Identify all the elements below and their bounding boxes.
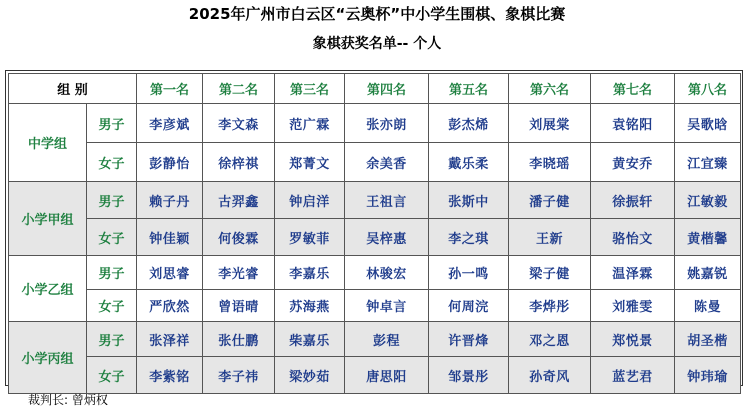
gender-label: 男子 xyxy=(87,104,137,143)
winner-name-cell: 钟佳颖 xyxy=(137,219,203,256)
header-row xyxy=(9,74,741,104)
winner-name-cell: 陈曼 xyxy=(675,290,741,322)
winner-name-cell: 张仕鹏 xyxy=(203,322,275,357)
table-row xyxy=(9,322,741,357)
winner-name-cell: 钟启洋 xyxy=(275,182,345,219)
winner-name-cell: 余美香 xyxy=(345,143,429,182)
winner-name-cell: 曾语晴 xyxy=(203,290,275,322)
winner-name-cell: 梁子健 xyxy=(509,256,591,290)
winner-name-cell: 李子祎 xyxy=(203,357,275,394)
winner-name-cell: 骆怡文 xyxy=(591,219,675,256)
winner-name-cell: 吴歌晗 xyxy=(675,104,741,143)
winner-name-cell: 潘子健 xyxy=(509,182,591,219)
gender-label: 女子 xyxy=(87,357,137,394)
winner-name-cell: 梁妙茹 xyxy=(275,357,345,394)
table-row xyxy=(9,143,741,182)
winner-name-cell: 赖子丹 xyxy=(137,182,203,219)
rank-header-5: 第五名 xyxy=(429,74,509,104)
winner-name-cell: 徐梓祺 xyxy=(203,143,275,182)
group-label: 中学组 xyxy=(9,104,87,182)
rank-header-1: 第一名 xyxy=(137,74,203,104)
winner-name-cell: 刘雅雯 xyxy=(591,290,675,322)
winner-name-cell: 郑菁文 xyxy=(275,143,345,182)
winner-name-cell: 吴梓惠 xyxy=(345,219,429,256)
group-label: 小学丙组 xyxy=(9,322,87,394)
winner-name-cell: 李嘉乐 xyxy=(275,256,345,290)
winner-name-cell: 李光睿 xyxy=(203,256,275,290)
winner-name-cell: 黄楷馨 xyxy=(675,219,741,256)
page-subtitle: 象棋获奖名单-- 个人 xyxy=(312,36,442,52)
table-row xyxy=(9,357,741,394)
winner-name-cell: 李晓瑶 xyxy=(509,143,591,182)
winner-name-cell: 苏海燕 xyxy=(275,290,345,322)
gender-label: 女子 xyxy=(87,143,137,182)
winner-name-cell: 张亦朗 xyxy=(345,104,429,143)
award-table xyxy=(8,73,741,394)
table-row xyxy=(9,256,741,290)
winner-name-cell: 钟卓言 xyxy=(345,290,429,322)
winner-name-cell: 李文森 xyxy=(203,104,275,143)
winner-name-cell: 林骏宏 xyxy=(345,256,429,290)
table-body xyxy=(9,104,741,394)
winner-name-cell: 彭静怡 xyxy=(137,143,203,182)
rank-header-2: 第二名 xyxy=(203,74,275,104)
gender-label: 男子 xyxy=(87,182,137,219)
winner-name-cell: 彭杰烯 xyxy=(429,104,509,143)
table-row xyxy=(9,219,741,256)
winner-name-cell: 蓝艺君 xyxy=(591,357,675,394)
rank-header-4: 第四名 xyxy=(345,74,429,104)
winner-name-cell: 李彦斌 xyxy=(137,104,203,143)
table-row xyxy=(9,290,741,322)
winner-name-cell: 王新 xyxy=(509,219,591,256)
winner-name-cell: 彭程 xyxy=(345,322,429,357)
table-row xyxy=(9,104,741,143)
winner-name-cell: 江宜臻 xyxy=(675,143,741,182)
winner-name-cell: 李烨彤 xyxy=(509,290,591,322)
winner-name-cell: 孙一鸣 xyxy=(429,256,509,290)
rank-header-8: 第八名 xyxy=(675,74,741,104)
group-label: 小学甲组 xyxy=(9,182,87,256)
page-title: 2025年广州市白云区“云奥杯”中小学生围棋、象棋比赛 xyxy=(188,5,566,23)
winner-name-cell: 古羿鑫 xyxy=(203,182,275,219)
winner-name-cell: 何俊霖 xyxy=(203,219,275,256)
winner-name-cell: 孙奇风 xyxy=(509,357,591,394)
rank-header-6: 第六名 xyxy=(509,74,591,104)
gender-label: 女子 xyxy=(87,219,137,256)
winner-name-cell: 柴嘉乐 xyxy=(275,322,345,357)
gender-label: 男子 xyxy=(87,256,137,290)
winner-name-cell: 姚嘉锐 xyxy=(675,256,741,290)
winner-name-cell: 唐思阳 xyxy=(345,357,429,394)
table-row xyxy=(9,182,741,219)
winner-name-cell: 刘思睿 xyxy=(137,256,203,290)
winner-name-cell: 温泽霖 xyxy=(591,256,675,290)
group-label: 小学乙组 xyxy=(9,256,87,322)
chief-referee: 裁判长: 曾炳权 xyxy=(28,393,108,407)
winner-name-cell: 胡圣楷 xyxy=(675,322,741,357)
winner-name-cell: 刘展棠 xyxy=(509,104,591,143)
winner-name-cell: 黄安乔 xyxy=(591,143,675,182)
winner-name-cell: 张泽祥 xyxy=(137,322,203,357)
gender-label: 女子 xyxy=(87,290,137,322)
winner-name-cell: 邹景彤 xyxy=(429,357,509,394)
winner-name-cell: 范广霖 xyxy=(275,104,345,143)
winner-name-cell: 郑悦景 xyxy=(591,322,675,357)
winner-name-cell: 许晋烽 xyxy=(429,322,509,357)
winner-name-cell: 袁铭阳 xyxy=(591,104,675,143)
winner-name-cell: 严欣然 xyxy=(137,290,203,322)
winner-name-cell: 戴乐柔 xyxy=(429,143,509,182)
winner-name-cell: 李之琪 xyxy=(429,219,509,256)
rank-header-3: 第三名 xyxy=(275,74,345,104)
winner-name-cell: 何周浣 xyxy=(429,290,509,322)
winner-name-cell: 罗敏菲 xyxy=(275,219,345,256)
winner-name-cell: 徐振轩 xyxy=(591,182,675,219)
winner-name-cell: 李紫铭 xyxy=(137,357,203,394)
group-header: 组 别 xyxy=(9,74,137,104)
winner-name-cell: 江敏毅 xyxy=(675,182,741,219)
winner-name-cell: 王祖言 xyxy=(345,182,429,219)
gender-label: 男子 xyxy=(87,322,137,357)
winner-name-cell: 张斯中 xyxy=(429,182,509,219)
winner-name-cell: 钟玮瑜 xyxy=(675,357,741,394)
winner-name-cell: 邓之恩 xyxy=(509,322,591,357)
rank-header-7: 第七名 xyxy=(591,74,675,104)
